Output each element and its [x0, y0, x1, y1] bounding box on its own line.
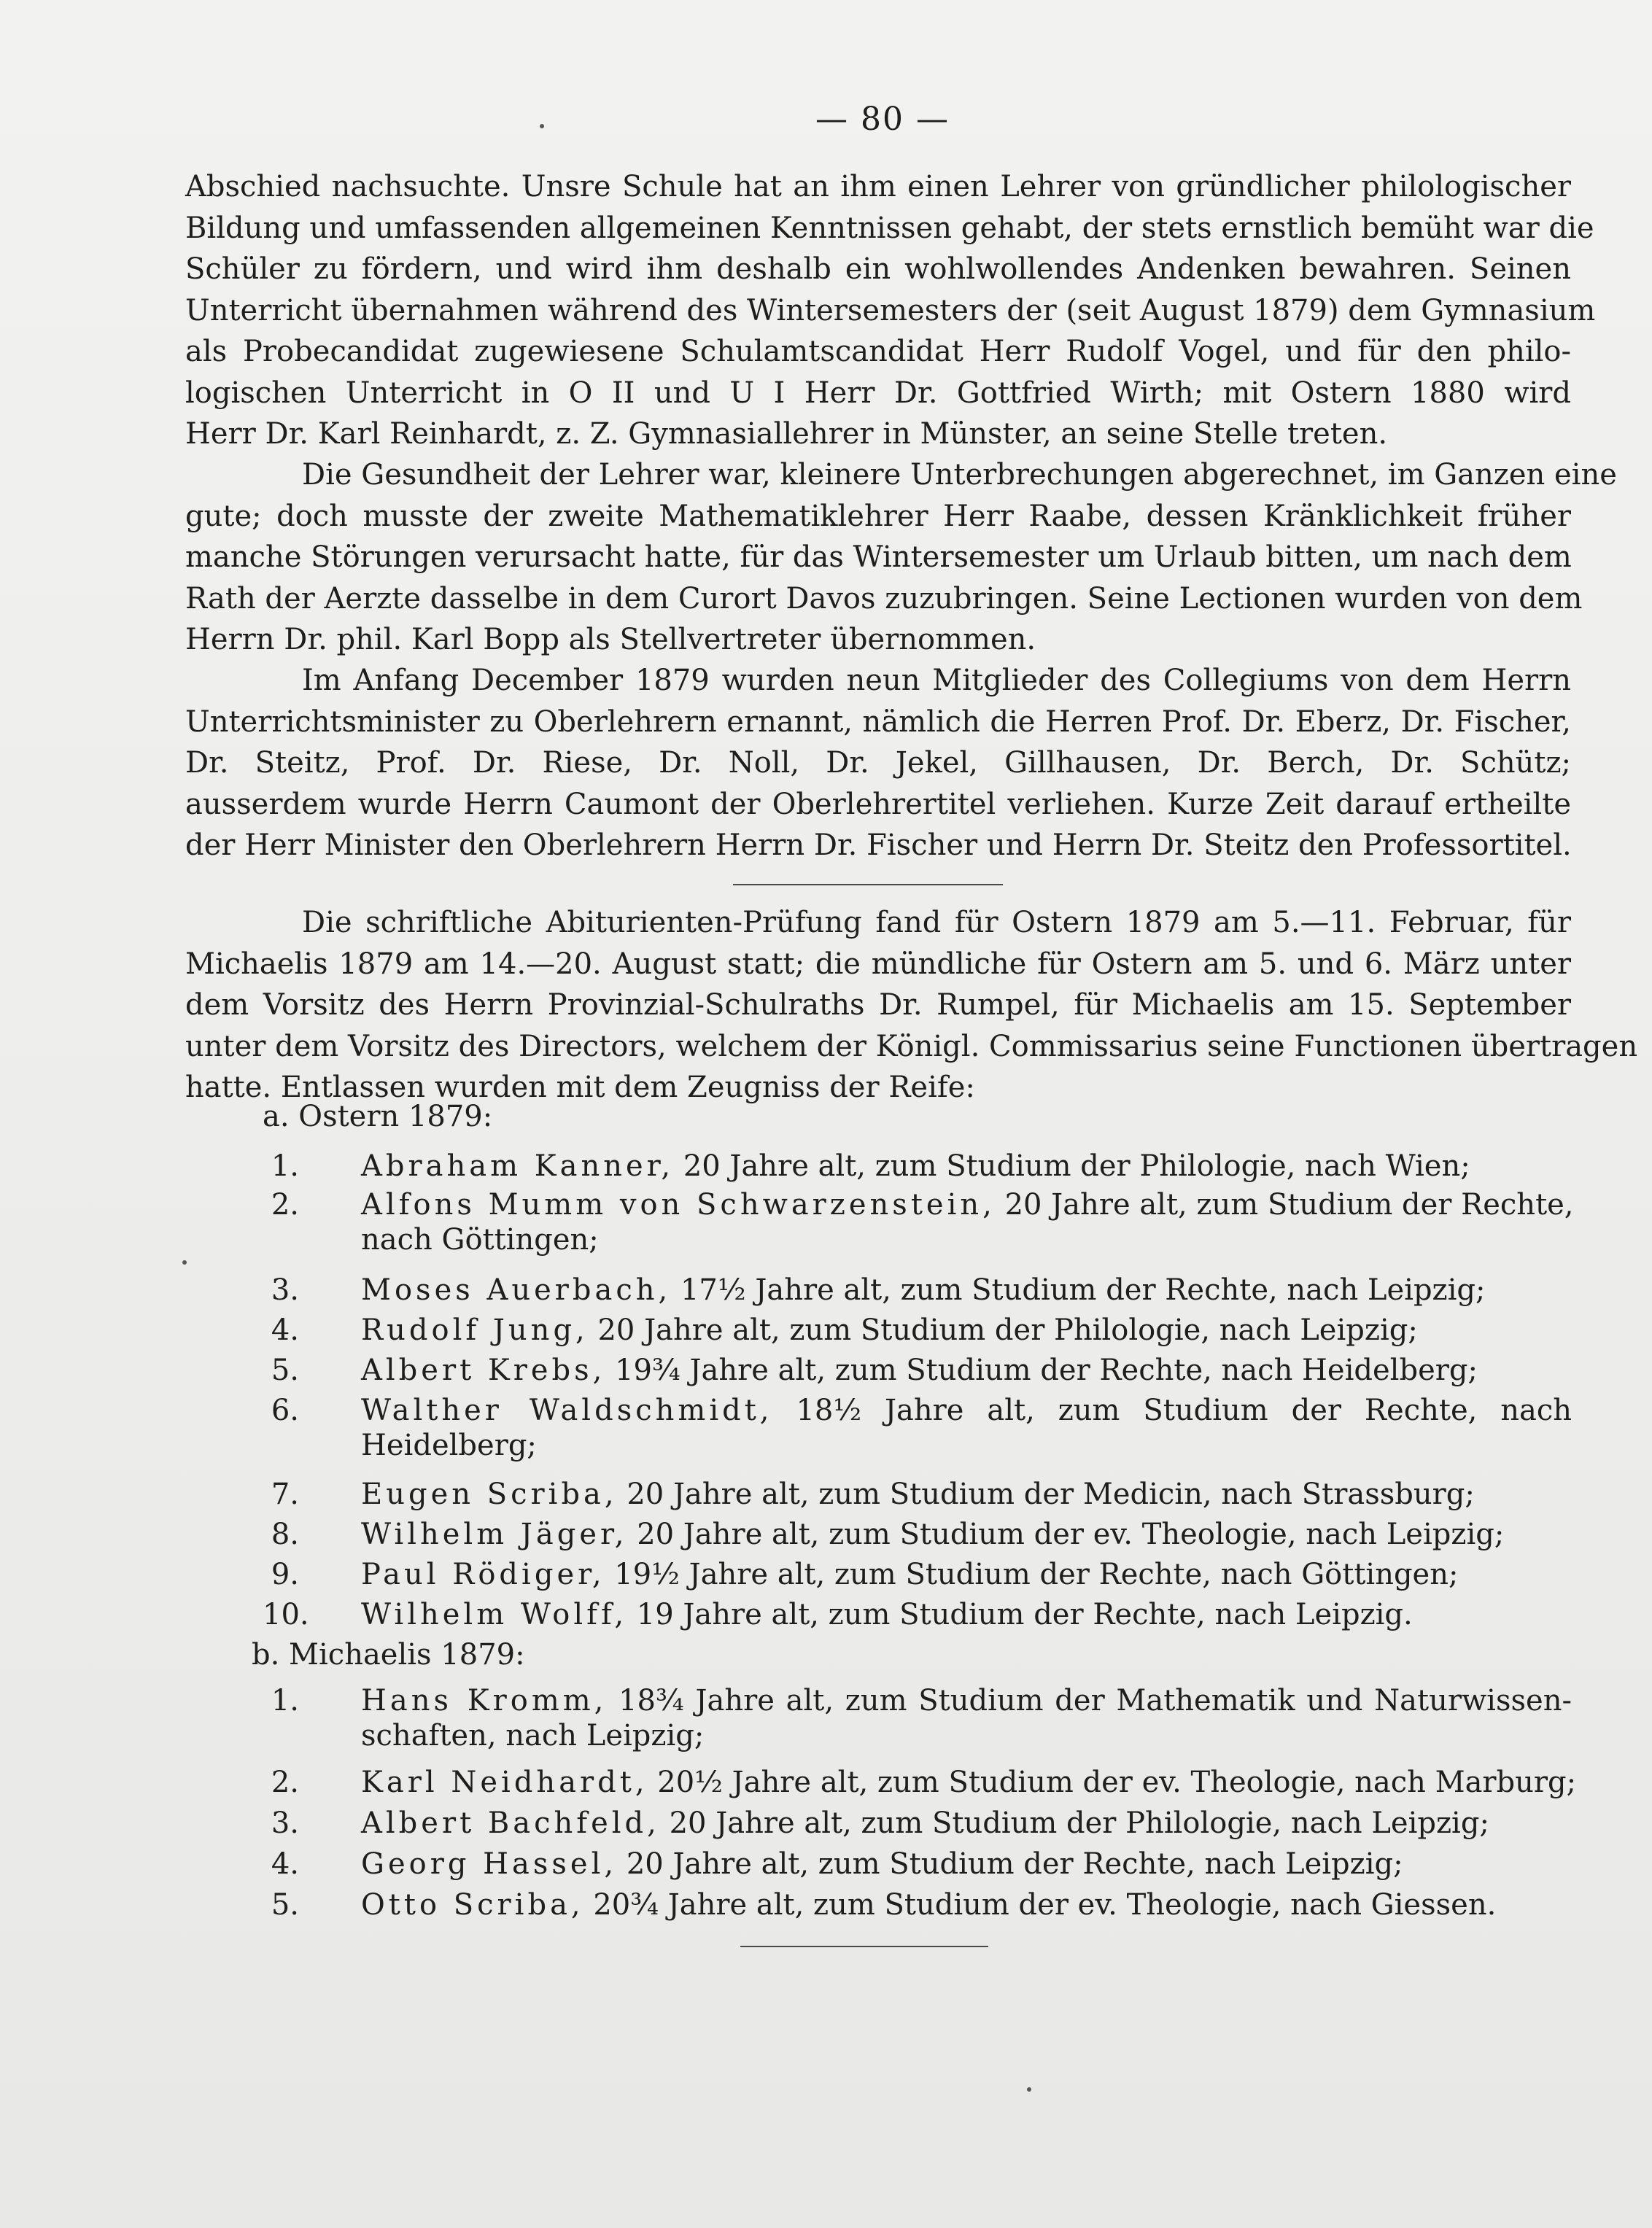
paper-speck — [1027, 2087, 1031, 2092]
text-line: gute; doch musste der zweite Mathematiklehrer Herr Raabe, dessen Kränklichkeit früher — [185, 499, 1571, 533]
item-number: 3. — [271, 1273, 299, 1307]
list-item — [271, 1847, 1572, 1882]
student-details: 20 Jahre alt, zum Studium der Rechte, — [1004, 1188, 1574, 1222]
list-item — [271, 1393, 1572, 1463]
item-number: 5. — [271, 1888, 299, 1922]
student-name: Wilhelm Wolff, — [361, 1598, 628, 1631]
student-details: 20 Jahre alt, zum Studium der Rechte, nach Leipzig; — [626, 1847, 1403, 1881]
text-line: Herrn Dr. phil. Karl Bopp als Stellvertreter übernommen. — [185, 623, 1036, 656]
section-divider — [733, 884, 1003, 885]
student-name: Karl Neidhardt, — [361, 1766, 648, 1799]
list-item — [271, 1806, 1572, 1841]
paper-speck — [540, 124, 544, 128]
student-details: 19¾ Jahre alt, zum Studium der Rechte, nach Heidelberg; — [615, 1354, 1478, 1387]
text-line: Unterrichtsminister zu Oberlehrern ernannt, nämlich die Herren Prof. Dr. Eberz, Dr. Fischer, — [185, 705, 1571, 739]
text-line: Herr Dr. Karl Reinhardt, z. Z. Gymnasiallehrer in Münster, an seine Stelle treten. — [185, 417, 1388, 451]
student-name: Wilhelm Jäger, — [361, 1518, 628, 1551]
student-name: Abraham Kanner, — [361, 1149, 675, 1183]
list-item — [271, 1765, 1577, 1800]
student-name: Albert Bachfeld, — [361, 1806, 660, 1840]
item-number: 5. — [271, 1354, 299, 1387]
text-line: ausserdem wurde Herrn Caumont der Oberlehrertitel verliehen. Kurze Zeit darauf ertheilte — [185, 787, 1571, 821]
text-line: Michaelis 1879 am 14.—20. August statt; die mündliche für Ostern am 5. und 6. März unter — [185, 947, 1571, 981]
paragraph-examinations — [185, 902, 1638, 1109]
list-item — [271, 1557, 1572, 1592]
text-line: dem Vorsitz des Herrn Provinzial-Schulraths Dr. Rumpel, für Michaelis am 15. September — [185, 988, 1571, 1022]
item-number: 9. — [271, 1558, 299, 1591]
item-number: 10. — [263, 1598, 309, 1631]
item-number: 1. — [271, 1149, 299, 1183]
list-item — [271, 1887, 1572, 1922]
student-details: 20 Jahre alt, zum Studium der Medicin, nach Strassburg; — [627, 1478, 1475, 1511]
list-heading-michaelis: b. Michaelis 1879: — [252, 1638, 525, 1672]
text-line: Bildung und umfassenden allgemeinen Kenntnissen gehabt, der stets ernstlich bemüht war die — [185, 211, 1594, 245]
text-line: unter dem Vorsitz des Directors, welchem der Königl. Commissarius seine Functionen übertragen — [185, 1029, 1638, 1063]
item-number: 7. — [271, 1478, 299, 1511]
text-line: hatte. Entlassen wurden mit dem Zeugniss der Reife: — [185, 1071, 975, 1104]
text-line: logischen Unterricht in O II und U I Herr Dr. Gottfried Wirth; mit Ostern 1880 wird — [185, 376, 1571, 410]
paragraph-staff-changes — [185, 166, 1596, 455]
page-number: — 80 — — [815, 101, 950, 138]
list-item — [263, 1597, 1572, 1632]
item-number: 4. — [271, 1313, 299, 1347]
text-line: Die schriftliche Abiturienten-Prüfung fand für Ostern 1879 am 5.—11. Februar, für — [302, 906, 1571, 939]
student-details: 20½ Jahre alt, zum Studium der ev. Theologie, nach Marburg; — [657, 1766, 1577, 1799]
student-details: 20 Jahre alt, zum Studium der Philologie, nach Wien; — [683, 1149, 1470, 1183]
text-line: Im Anfang December 1879 wurden neun Mitglieder des Collegiums von dem Herrn — [302, 664, 1571, 697]
text-line: der Herr Minister den Oberlehrern Herrn Dr. Fischer und Herrn Dr. Steitz den Professortitel. — [185, 828, 1572, 862]
student-details: 18¾ Jahre alt, zum Studium der Mathematik und Naturwissen- — [618, 1684, 1572, 1717]
item-number: 3. — [271, 1806, 299, 1840]
text-line: Rath der Aerzte dasselbe in dem Curort Davos zuzubringen. Seine Lectionen wurden von dem — [185, 581, 1583, 616]
student-name: Eugen Scriba, — [361, 1478, 618, 1511]
student-details: 20 Jahre alt, zum Studium der Philologie, nach Leipzig; — [669, 1806, 1489, 1840]
paragraph-promotions — [185, 660, 1571, 866]
student-details: 19½ Jahre alt, zum Studium der Rechte, nach Göttingen; — [614, 1558, 1459, 1591]
list-item — [271, 1517, 1572, 1552]
text-line: als Probecandidat zugewiesene Schulamtscandidat Herr Rudolf Vogel, und für den philo- — [185, 335, 1571, 368]
student-details-continued: Heidelberg; — [361, 1429, 537, 1462]
item-number: 2. — [271, 1766, 299, 1799]
paragraph-teacher-health — [185, 454, 1617, 661]
student-name: Albert Krebs, — [361, 1354, 606, 1387]
item-number: 1. — [271, 1684, 299, 1717]
item-number: 4. — [271, 1847, 299, 1881]
text-line: Schüler zu fördern, und wird ihm deshalb ein wohlwollendes Andenken bewahren. Seinen — [185, 252, 1571, 286]
paper-speck — [182, 1260, 187, 1265]
student-details: 20 Jahre alt, zum Studium der Philologie, nach Leipzig; — [597, 1313, 1418, 1347]
student-details: 17½ Jahre alt, zum Studium der Rechte, nach Leipzig; — [680, 1273, 1486, 1307]
text-line: Unterricht übernahmen während des Wintersemesters der (seit August 1879) dem Gymnasium — [185, 293, 1596, 327]
student-name: Georg Hassel, — [361, 1847, 618, 1881]
text-line: Die Gesundheit der Lehrer war, kleinere Unterbrechungen abgerechnet, im Ganzen eine — [302, 458, 1617, 492]
list-item — [271, 1683, 1572, 1753]
list-item — [271, 1313, 1572, 1348]
student-name: Walther Waldschmidt, — [361, 1394, 773, 1427]
student-details: 20¾ Jahre alt, zum Studium der ev. Theologie, nach Giessen. — [593, 1888, 1497, 1922]
end-divider — [740, 1946, 988, 1947]
student-details-continued: nach Göttingen; — [361, 1223, 599, 1257]
list-item — [271, 1353, 1572, 1388]
text-line: manche Störungen verursacht hatte, für das Wintersemester um Urlaub bitten, um nach dem — [185, 540, 1572, 574]
list-item — [271, 1477, 1572, 1512]
student-name: Alfons Mumm von Schwarzenstein, — [361, 1188, 996, 1222]
student-details: 19 Jahre alt, zum Studium der Rechte, nach Leipzig. — [636, 1598, 1413, 1631]
list-heading-ostern: a. Ostern 1879: — [263, 1100, 493, 1133]
student-name: Hans Kromm, — [361, 1684, 608, 1717]
student-name: Paul Rödiger, — [361, 1558, 605, 1591]
text-line: Abschied nachsuchte. Unsre Schule hat an ihm einen Lehrer von gründlicher philologischer — [185, 170, 1571, 203]
list-item — [271, 1187, 1574, 1257]
list-item — [271, 1149, 1572, 1184]
student-details: 18½ Jahre alt, zum Studium der Rechte, nach — [796, 1394, 1572, 1427]
student-details-continued: schaften, nach Leipzig; — [361, 1719, 705, 1752]
student-name: Otto Scriba, — [361, 1888, 584, 1922]
item-number: 6. — [271, 1394, 299, 1427]
student-name: Moses Auerbach, — [361, 1273, 672, 1307]
student-name: Rudolf Jung, — [361, 1313, 589, 1347]
text-line: Dr. Steitz, Prof. Dr. Riese, Dr. Noll, Dr. Jekel, Gillhausen, Dr. Berch, Dr. Schütz; — [185, 746, 1571, 780]
student-details: 20 Jahre alt, zum Studium der ev. Theologie, nach Leipzig; — [637, 1518, 1505, 1551]
list-item — [271, 1273, 1572, 1308]
item-number: 8. — [271, 1518, 299, 1551]
item-number: 2. — [271, 1188, 299, 1222]
